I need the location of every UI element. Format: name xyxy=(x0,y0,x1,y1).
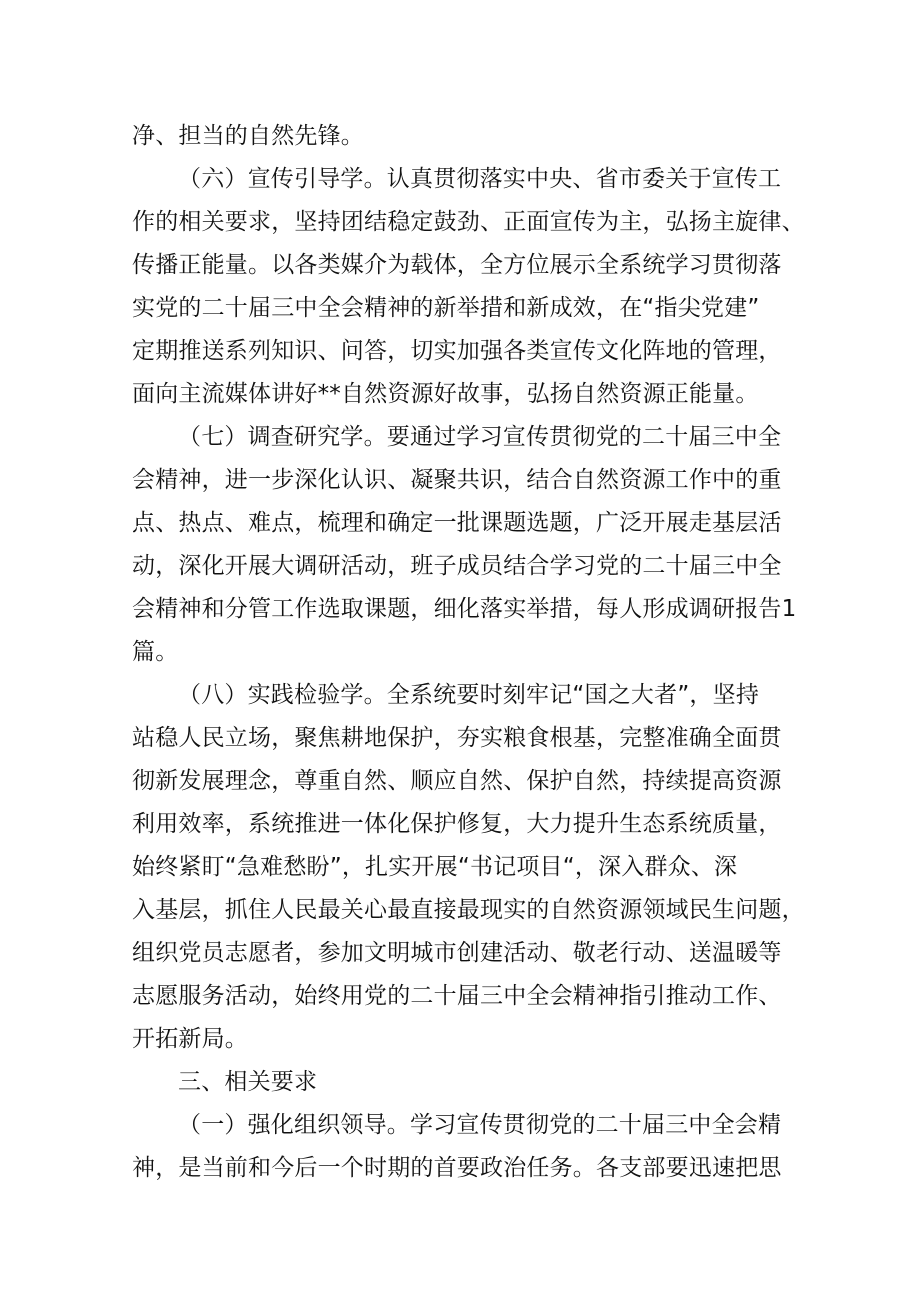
text-line: 会精神和分管工作选取课题，细化落实举措，每人形成调研报告1 xyxy=(132,596,797,622)
text-line: 彻新发展理念，尊重自然、顺应自然、保护自然，持续提高资源 xyxy=(132,768,782,794)
text-line: 入基层，抓住人民最关心最直接最现实的自然资源领域民生问题， xyxy=(132,897,805,923)
text-line: 定期推送系列知识、问答，切实加强各类宣传文化阵地的管理， xyxy=(132,338,782,364)
text-line: 篇。 xyxy=(132,639,179,665)
text-line: 传播正能量。以各类媒介为载体，全方位展示全系统学习贯彻落 xyxy=(132,252,782,278)
text-line: 利用效率，系统推进一体化保护修复，大力提升生态系统质量， xyxy=(132,811,782,837)
text-line: 开拓新局。 xyxy=(132,1026,248,1052)
text-line: 实党的二十届三中全会精神的新举措和新成效，在“指尖党建” xyxy=(132,295,760,321)
text-line: 站稳人民立场，聚焦耕地保护，夯实粮食根基，完整准确全面贯 xyxy=(132,725,782,751)
text-line: 会精神，进一步深化认识、凝聚共识，结合自然资源工作中的重 xyxy=(132,467,782,493)
text-line: 面向主流媒体讲好**自然资源好故事，弘扬自然资源正能量。 xyxy=(132,381,759,407)
section-3-heading: 三、相关要求 xyxy=(178,1069,318,1095)
text-line: 志愿服务活动，始终用党的二十届三中全会精神指引推动工作、 xyxy=(132,983,782,1009)
paragraph-1-heading-line: （一）强化组织领导。学习宣传贯彻党的二十届三中全会精 xyxy=(178,1112,782,1138)
text-line: 点、热点、难点，梳理和确定一批课题选题，广泛开展走基层活 xyxy=(132,510,782,536)
paragraph-6-heading-line: （六）宣传引导学。认真贯彻落实中央、省市委关于宣传工 xyxy=(178,166,782,192)
text-line: 始终紧盯“急难愁盼”，扎实开展“书记项目“，深入群众、深 xyxy=(132,854,738,880)
text-line: 作的相关要求，坚持团结稳定鼓劲、正面宣传为主，弘扬主旋律、 xyxy=(132,209,805,235)
text-line: 动，深化开展大调研活动，班子成员结合学习党的二十届三中全 xyxy=(132,553,782,579)
paragraph-7-heading-line: （七）调查研究学。要通过学习宣传贯彻党的二十届三中全 xyxy=(178,424,782,450)
text-line: 神，是当前和今后一个时期的首要政治任务。各支部要迅速把思 xyxy=(132,1155,782,1181)
text-line: 净、担当的自然先锋。 xyxy=(132,123,364,149)
paragraph-8-heading-line: （八）实践检验学。全系统要时刻牢记“国之大者”，坚持 xyxy=(178,682,760,708)
text-line: 组织党员志愿者，参加文明城市创建活动、敬老行动、送温暖等 xyxy=(132,940,782,966)
